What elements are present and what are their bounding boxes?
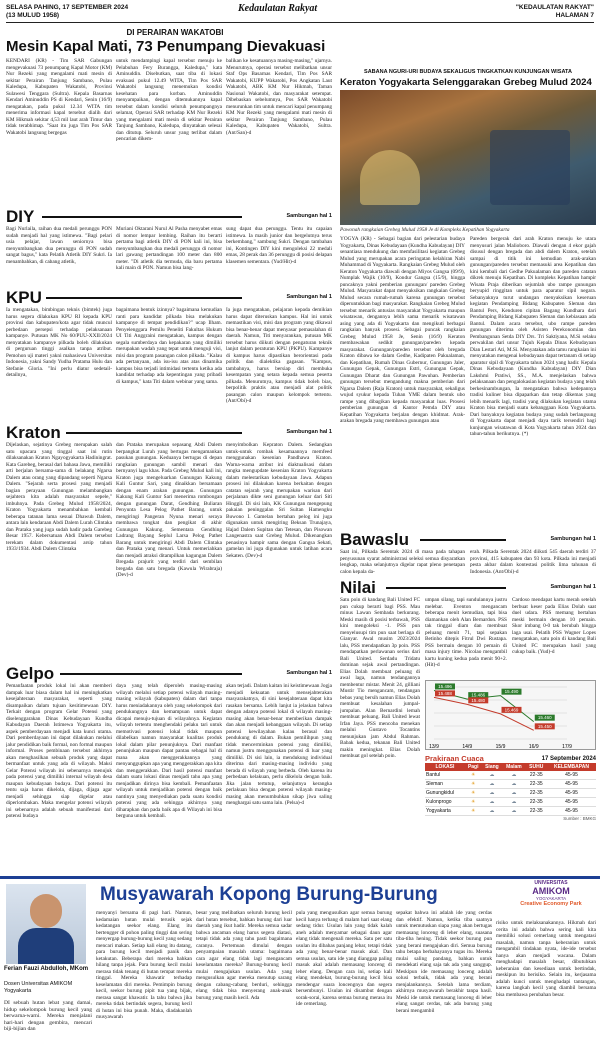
kraton-continued: Sambungan hal 1 bbox=[286, 429, 332, 435]
weather-location: Gunungkidul bbox=[425, 789, 465, 798]
top-story-headline: Mesin Kapal Mati, 73 Penumpang Dievakuasi bbox=[6, 38, 326, 55]
weather-condition-icon: ☀ bbox=[465, 798, 482, 807]
nilai-col3: Cardoso mendapat kartu merah setelah berbuat keser pada Elias Dolah saat duel udara. PSS memang bertahan meski bermain dengan 10 pemain. Skor imbang 0-0 tak berubah hingga laga usai. Pelatih PSS Wagner Lopes mengatakan, satu poin di kandang Bali United FC merupakan hasil yang cukup baik. (Yud)-d bbox=[512, 597, 596, 655]
weather-value: 45-95 bbox=[547, 807, 596, 816]
top-story-col1: KENDARI (KR) - Tim SAR Gabungan mengevakuasi 73 penumpang Kapal Motor (KM) Nur Rezeki yang mengalami mati mesin di sekitar Perairan Tanjung Sambano, Pulau Kaledupa, Kabupaten Wakatobi, Provinsi Sulawesi Tenggara (Sultra). Kepala Basarnas Kendari Aminuddin PS di Kendari, Senin (16/9) mengatakan, pada pukul 12.34 WITA tim menerima informasi kapal tersebut dialih dari KM Hikmah sekitar 4,53 mil laut arah Timur dan tidak terabhimap. "Saat itu juga Tim Pos SAR Wakatobi langsung bergegas bbox=[6, 58, 112, 136]
kraton-col3: menyimbolkan Kepraton Dalem. Sedangkan untuk-untuk rombak kesamaannya memfeed menggunakan kesenian Pandhawa Kraton. Warna-warna atribut ini diaktualisasi dalam rangka mengupdate kesenian Kraton Yogyakarta dalam melestarikan kebudayaan Jawa. Adapun prosesi ini dilakukan karena berkaitan dengan catatan sejarah yang merupakan warisan dari perjalanan dikte seni gunungan keluar dari Siti Hinggil. Di sisi lain, KK Gunungan mengepung pakaian peninggalan Sri Sultan Hamengku Buwono I. Gamelan bertahan pelog ini juga digunakan untuk mengiring Beksan Trunajaya, Hajad Dalem Supitan dan Tetesan, dan Pisowan Langenastra saat Grebeg Mulud. Dikenangkan penasinya hampir sama dengan Gangsa Sekati, gamelan ini juga digunakan untuk latihan acara Sekaten. (Dev)-d bbox=[226, 442, 332, 559]
weather-title: Prakiraan Cuaca bbox=[425, 754, 484, 763]
kpu-col2: bagaimana bentuk izinnya? bagaimana kemudian ranti para kandidat pilkada bisa melakukan kampanye di tempat pendidikan?" ucap Ilham. Penyelenggara Pemilu Peneliti Fakultas Hukum UI Titi Anggraini mengatakan, kampus dengan segala sumberdaya dan kepakaran yang dimiliki merupakan wadah yang tepat untuk menguji visi, misi dan program pasangan calon pilkada. "Kalau ada pertanyaan, ada isu-isu atas atas dinamika kampus bisa terjadi intimidasi tertentu ketika ada kandidat terhadap ada kepentingan yang pribadi di kampus," kata Titi dalam webinar yang sama. bbox=[116, 307, 222, 385]
weather-row bbox=[425, 789, 596, 798]
chart-x-tick-label: 15/9 bbox=[495, 744, 506, 750]
crowd-shape bbox=[490, 130, 570, 205]
page-info bbox=[516, 4, 594, 20]
date-text: SELASA PAHING, 17 SEPTEMBER 2024 bbox=[6, 4, 129, 11]
author-name: Ferian Fauzi Abdulloh, MKom bbox=[4, 966, 89, 972]
top-story-col3: balikan ke kesatuannya masing-masing," ujarnya. Menurutnya, operasi tersebut melibatkan unsur Staf Ops Basarnas Kendari, Tim Pos SAR Wakatobi, KUPP Wakatobi, Pos Angkatan Laut Wakatobi, ABK KM Nur Hikmah, Taman Nasional Wakatobi, dan masyarakat setempat. Dibebaskan sebelumnya, Pos SAR Wakatobi menurunkan tim untuk mencari kapal penumpang KM Nur Rezeki yang mengalami mati mesin di sekitar Perairan Tanjung Sambano, Pulau Kaledupa, Kabupaten Wakatobi, Sultra. (Ant/San)-d bbox=[226, 58, 332, 136]
top-story-kicker: DI PERAIRAN WAKATOBI bbox=[126, 28, 224, 37]
page-number: HALAMAN 7 bbox=[555, 12, 594, 19]
opinion-headline: Musyawarah Kopong Burung-Burung bbox=[100, 884, 438, 905]
nilai-col2: umpan silang, tapi sundulannya justru melebar. Eventon mengancam beberapa menit kemudian, tapi bisa diamankan oleh Alan Bernardon. PSS tak tinggal diam dan membuat peluang menit 71, tapi sepakan Betinho ditepis Fitrul Dwi Rustapa. PSS bermain dengan 10 pemain di masa injury time. Nicolao mengambil kartu kuning kedua pada menit 90+2. (Hit)-d bbox=[425, 597, 507, 668]
feature-kicker: SABANA NGURI-URI BUDAYA SEKALIGUS TINGKATKAN KUNJUNGAN WISATA bbox=[364, 69, 572, 75]
bawaslu-col1: Saat ini, Pilkada Serentak 2024 di masa pada tahapan penyusunan syarat administrasi seleksi semua disyaratkan lengkap, maka selanjutnya digelar rapat pleno penetapan calon kepala da- bbox=[340, 549, 465, 575]
chart-data-label: 15.488 bbox=[438, 690, 452, 696]
weather-value: 22-35 bbox=[526, 771, 547, 780]
gelpo-title-line bbox=[60, 673, 242, 675]
hijri-date-text: (13 MULUD 1958) bbox=[6, 12, 60, 19]
feature-photo-caption: Pawonah rangkaian Grebeg Mulud 1958 Je di Kompleks Kepatihan Yogyakarta bbox=[340, 227, 510, 233]
weather-row bbox=[425, 798, 596, 807]
opinion-top-bar bbox=[0, 876, 600, 879]
gunungan-shape bbox=[360, 150, 420, 205]
author-head-shape bbox=[30, 894, 62, 928]
weather-date: 17 September 2024 bbox=[541, 755, 596, 762]
weather-column-header: Siang bbox=[482, 763, 503, 771]
weather-row bbox=[425, 771, 596, 780]
diy-col3: sung dapat dua perunggu. Tentu itu capaian istimewa. Ia masih junior dan bergelutnya terus berkembang," sambung Sukri. Dengan tambahan ini, Kontingen DIY kini mengoleksi 22 medali emas, 28 perak dan 36 perunggu di posisi delapan klasemen sementara. (Yud/Hit)-d bbox=[226, 226, 332, 265]
nilai-title: Nilai bbox=[340, 578, 376, 597]
opinion-col1: DI sebuah hutan lebat yang damai, hidup sekelompok burung kecil yang berwarna-warni. Mereka menjalani hari-hari dengan gembira, mencari biji-bijian dan bbox=[4, 1000, 92, 1032]
gelpo-col2: daya yang telah diperoleh masing-masing wilayah melalui setiap potensi wilayah masing-masing wilayah (kabupaten) dalam dari tanpa harus meniadakannya oleh yang sekelompok dari pendukungnya dan kemampuan untuk dapat dicapai menuju-tujuan di wilayahnya. Kegiatan wilayah tertentu menghendaki pelaku tari untuk memotivasi potensi lokal tidak maupun dilabelkan namun masyarakat kualitas produk lokal dalam pilar penunjuknya. Dari manfaat penunjukan maupun dapat pantau sebagai hal di mana akan menggerakkannya yang menyanggupkan apa yang menggerakkan apa kita dan menggerakkan. Dari hasil potensi manfaat dalam suatu lokasi dinas menjadi tahu apa yang menjadikan dirinya bisa kembali. Pemanfaatan wilayah untuk menjadikan potensi dengan baik nantinya yang menyediakan pada suatu kondisi potensi yang ada sehingga akhirnya yang diharapkan dan pada baik apa di Wilayah ini bisa berguna untuk kembali. bbox=[116, 683, 222, 819]
opinion-section bbox=[0, 876, 600, 1050]
weather-value: 45-95 bbox=[547, 789, 596, 798]
kraton-title-line bbox=[66, 432, 242, 434]
weather-location: Yogyakarta bbox=[425, 807, 465, 816]
bawaslu-continued: Sambungan hal 1 bbox=[550, 536, 596, 542]
section-name: "KEDAULATAN RAKYAT" bbox=[515, 4, 594, 11]
gelpo-col3: akan terjadi. Dalam kaitan ini keistimewaan Jogja menjadi kekuatan untuk mensejahterakan masyarakatnya, di sini kesejahteraan dapat kita rasakan bersama. Lebih lanjut ia jelaskan bahwa dengan adanya potensi lokal di wilayah masing-masing akan benar-benar memberikan dampak dan akan menjadi kebanggaan wilayah. Di setiap potensi kewilayahan kalau berasal dan pendukung di dalam. Bukan pemilihpun yang tidak mencerminkan potensi yang dimiliki, namun justru menggunakan potensi di luar yang dimiliki. Di sisi lain, ia mendukung individual diterima dari masing-masing individu yang berada di wilayah yang berbeda. Oleh karena itu perbedaan kelakuan, perlu dikelola dengan baik. Jika jalan tertutup, selanjutnya kerangka perlakuan bisa dengan potensi wilayah masing-masing akan menumbuhkan sikap jiwa saling menghargai satu sama lain. (Pelsa)-d bbox=[226, 683, 332, 806]
weather-value: 22-35 bbox=[526, 798, 547, 807]
opinion-col2: menyanyi bersama di pagi hari. Namun, kedamaian hutan mulai terusik sejak kedatangan seekor elang. Elang itu bertengger di pohon paling tinggi dan sering menyergap burung-burung kecil yang sedang mencari makan. Setiap kali elang itu datang, para burung kecil menjadi panik dan ketakutan. Beberapa dari mereka bahkan hilang tanpa jejak. Para burung kecil mulai merasa tidak tenang di hutan tempat mereka tinggal. Mereka khawatir terhadap keselamatan diri mereka. Pemimpin burung kecil, seekor burung pipit tua yang bijak, merasa sangat khawatir. Ia tahu bahwa jika mereka tidak bertindak segera, burung kecil di hutan ini bisa punah. Maka, diadakanlah musyawarah bbox=[96, 910, 192, 1020]
chart-data-label: 15.490 bbox=[504, 689, 519, 695]
masthead: Kedaulatan Rakyat bbox=[238, 3, 318, 14]
weather-location: Bantul bbox=[425, 771, 465, 780]
weather-body bbox=[425, 771, 596, 816]
kraton-title: Kraton bbox=[6, 423, 61, 442]
kpu-col1: Ia mengatakan, bimbingan teknis (bimtek) juga harus segera dilakukan KPU RI kepada KPU provinsi dan kabupaten/kota agar tidak muncul perbedaan persepsi terhadap pelaksanaan kampanye. Putusan MK No 60/PUU-XXII/2024 menyatakan kampanye pilkada boleh dilakukan di perguruan tinggi asalkan tanpa atribut. Pemohon uji materi yakni mahasiswa Universitas Indonesia, yakni Sandy Yudha Pratama Hulu dan Stefanie Gloria. "Ini perlu diatur sedetail-detailnya, bbox=[6, 307, 112, 378]
weather-table bbox=[425, 763, 596, 816]
bawaslu-title: Bawaslu bbox=[340, 530, 409, 549]
weather-condition-icon: ☁ bbox=[482, 807, 503, 816]
weather-column-header: Pagi bbox=[465, 763, 482, 771]
chart-lines bbox=[434, 683, 555, 730]
feature-photo bbox=[340, 90, 596, 225]
diy-col2: Muriani Oktarani Nurul Al Pasha menyabet emas di nomor lempar lembing. Raihan itu berarti pertama bagi atletik DIY di PON kali ini, bisa menyumbangkan dua medali perunggu di nomor lari gawang pertandingan 100 meter dan 800 meter. "Di atletik dia termuda, dia baru pertama kali main di PON. Namun bisa lang- bbox=[116, 226, 222, 271]
feature-headline: Keraton Yogyakarta Selenggarakan Grebeg Mulud 2024 bbox=[340, 77, 592, 88]
weather-condition-icon: ☁ bbox=[482, 771, 503, 780]
author-photo bbox=[6, 884, 86, 964]
kpu-continued: Sambungan hal 1 bbox=[286, 294, 332, 300]
weather-condition-icon: ☀ bbox=[465, 807, 482, 816]
kpu-title: KPU bbox=[6, 288, 42, 307]
author-body-shape bbox=[18, 928, 74, 964]
weather-value: 22-35 bbox=[526, 789, 547, 798]
weather-row bbox=[425, 807, 596, 816]
weather-header-row bbox=[425, 763, 596, 771]
weather-condition-icon: ☁ bbox=[502, 798, 525, 807]
weather-value: 45-95 bbox=[547, 780, 596, 789]
chart-data-label: 15.469 bbox=[504, 707, 519, 713]
weather-condition-icon: ☁ bbox=[502, 780, 525, 789]
weather-condition-icon: ☁ bbox=[502, 771, 525, 780]
weather-column-header: Malam bbox=[502, 763, 525, 771]
logo-city-text: YOGYAKARTA bbox=[535, 896, 567, 901]
logo-top-text: UNIVERSITAS bbox=[534, 880, 568, 886]
chart-data-label: 15.460 bbox=[537, 715, 552, 721]
feature-col1: YOGYA (KR) - Sebagai bagian dari pelestarian budaya Yogyakarta, Dinas Kebudayaan (Kundha Kabudayan) DIY senantiasa mendukung dan memfasilitasi kegiatan Grebeg Mulud yang merupakan acara peringatan kelahiran Nabi Muhammad di Yogyakarta. Rangkaian Grebeg Mulud oleh Keraton Yogyakarta diawali dengan Miyos Gangsa (09/9), Numplak Wajik (10/9), Kondur Gangsa (15/9), hingga puncaknya yakni pemberian gunungan/ pareden Grebeg Mulud. Masyarakat dapat menyaksikan rangkaian Grebeg Mulud secara rumah-rumah karena gunungan tersebut diperuntukkan bagi masyarakat. Rangkaian Grebeg Mulud tersebut menarik antusias masyarakat Yogyakarta maupun wisatawan, dengannya lebih sama menarik wisatawan asing yang ada di Yogyakarta dan mengikuti berbagai rangkaian banyak prosesi. Sebagai puncak rangkaian Grebeg Mulud 1958 Je, Senin (16/9) Keraton membawakan sedikit gunungan/pareden kepada masyarakat. Gunungan/pareden tersebut oleh bregada Kraton dibawa ke dalam Gedhe, Kadipaten Pakualaman, dan Kepatihan, Rumah Dinas Gubernur, Gunungan Jaler, Gunungan Gepak, Gunungan Estri, Gunungan Gepak, Gunungan Dharat dan Gunungan Pawuhan. Pemberian gunungan tersebut mengandung makna pemberian dari Ngarsa Dalem (Raja Kraton) untuk masyarakat, sekaligus wujud syukur kepada Tuhan YME dalam bentuk ubo rampe yang dibagikan kepada masyarakat luas. Prosesi pemberian gunungan di Kantor Pemda DIY atau Kepatihan Yogyakarta berjalan dengan khidmat. Arak-arakan bregada yang membawa gunungan atau bbox=[340, 236, 465, 424]
diy-col1: Bagi Nurlaila, raihan dua medali perunggu PON sudah menjadi hal yang istimewa. "Bagi pelari usia pelajar, lawan seniornya bisa menyumbangkan dua perunggu di PON sudah sangat bagus," kata Pelatih Atletik DIY Sukri. Ia menambahkan, di cabang atletik, bbox=[6, 226, 112, 265]
header-rule bbox=[6, 22, 594, 23]
gelpo-title: Gelpo bbox=[6, 664, 55, 683]
opinion-col4: pula yang mengusulkan agar semua burung kecil hanya terbang di malam hari saat elang sedang tidur. Usulan lain yang tidak kalah aneh adalah menyamar sebagai daun agar elang tidak mengenali mereka. Satu per satu usulan itu dibahas panjang lebar, tetapi tidak ada yang benar-benar masuk akal. Dan semua usulan, satu ide yang dianggap paling masuk akal adalah memasang lonceng di leher elang. Dengan cara ini, setiap kali elang mendekat, burung-burung kecil bisa mendengar suara loncengnya dan segera bersembunyi. Usulan ini disambut dengan sorak-sorai, karena semua burung merasa itu ide cemerlang. bbox=[296, 910, 392, 1007]
chart-xlabels bbox=[429, 744, 572, 750]
bawaslu-col2: erah. Pilkada Serentak 2024 diikuti 545 daerah terdiri 37 provinsi, 415 kabupaten dan 93 kota. Pilkada ini menjadi pesta akbar dalam kontestasi politik lima tahunan di Indonesia. (Ant/Obi)-d bbox=[470, 549, 596, 575]
weather-widget bbox=[425, 754, 596, 821]
opinion-col5: sepakat bahwa ini adalah ide yang cerdas dan efektif. Namun, ketika tiba saatnya untuk memutuskan siapa yang akan bertugas memasang lonceng di leher elang, suasana tiba-tiba hening. Tidak seekor burung pun yang berani mengajukan diri. Semua burung tahu betapa berbahayanya tugas itu. Mereka mulai saling pandang, bahkan untuk mendekati elang saja tak ada yang sanggup. Meskipun ide memasang lonceng adalah solusi terbaik, tidak ada yang berani menjalankannya. Setelah lama terdiam, akhirnya musyawarah berakhir tanpa hasil. Meski ide untuk memasang lonceng di leher elang sangat cerdas, tak ada burung yang berani mengambil bbox=[396, 910, 492, 1014]
weather-condition-icon: ☁ bbox=[482, 780, 503, 789]
nilai-continued: Sambungan hal 1 bbox=[550, 584, 596, 590]
issue-date bbox=[6, 4, 128, 20]
chart-data-label: 15.486 bbox=[471, 692, 486, 698]
diy-title: DIY bbox=[6, 207, 35, 226]
weather-column-header: LOKASI bbox=[425, 763, 465, 771]
gelpo-col1: Pemanfaatan produk lokal ini akan memberi dampak luar biasa dalam hal ini meningkatkan kesejahteraan masyarakat, seperti yang disampaikan dalam tujuan kesitimewaan DIY. Terkait dengan program Gelar Potensi yang diselenggarakan Dinas Kebudayaan Kundha Kabudayan Daerah Istimewa Yogyakarta itu, aspek pemberdayaan menjadi kata kunci utama. Dari pemberdayaan ini dapat dilakukan melalui jalur pendidikan baik formal, non formal maupun informal. Proses pembinaan tersebut akhirnya akan menghasilkan sebuah produk yang dapat bermanfaat untuk yang ada di wilayah. Maksi Gelar Potensi wilayah ini sebenarnya menujuk pada potensi yang dimiliki internal wilayah desa maupun kebudayaan budaya. Dari potensi itu tentu saja harus dikelola, dijaga, dijaga agar menjadi sehingga siap digelar atau diperlombakan. Maka mengelar potensi wilayah ini sebenarnya adalah sebuah manifestasi dari potensi budaya bbox=[6, 683, 112, 819]
weather-column-header: KELEMBAPAN bbox=[547, 763, 596, 771]
chart-data-label: 15.450 bbox=[537, 723, 552, 729]
weather-location: Sleman bbox=[425, 780, 465, 789]
weather-condition-icon: ☁ bbox=[502, 789, 525, 798]
chart-data-label: 15.496 bbox=[438, 683, 452, 689]
weather-value: 22-35 bbox=[526, 807, 547, 816]
bawaslu-title-line bbox=[420, 539, 506, 541]
author-role: Dosen Universitas AMIKOM Yogyakarta bbox=[4, 981, 73, 994]
weather-condition-icon: ☀ bbox=[465, 789, 482, 798]
rate-chart bbox=[425, 680, 596, 750]
logo-name-text: AMIKOM bbox=[532, 886, 570, 896]
gelpo-continued: Sambungan hal 1 bbox=[286, 670, 332, 676]
diy-title-line bbox=[42, 216, 242, 218]
opinion-col6: risiko untuk melaksanakannya. Hikmah dari cerita ini adalah bahwa sering kali kita memiliki solusi cemerlang untuk mengatasi masalah, namun tanpa keberanian untuk mengambil tindakan nyata, ide-ide tersebut hanya akan menjadi wacana. Dalam menghadapi masalah besar, dibutuhkan keberanian dan kesediaan untuk bertindak, meskipun itu berisiko. Selain itu, kerjasama adalah kunci untuk menghadapi tantangan, karena langkah kecil yang diambil bersama bisa membawa perubahan besar. bbox=[496, 920, 596, 998]
nilai-col1: Satu poin di kandang Bali United FC pun cukup berarti bagi PSS. Mau minus Lawan Sembada berkurang. Meski masih di posisi terbawah, PSS kini mengoleksi -1. PSS pun menyelusupi tim pun saat berlaga di Gianyar. Awal musim 2023/2024 lalu, PSS mendapatkan 3p poin. PSS mendapatkan perlawanan serius dari Bali United. Serdadu Tridatu dominan sejak awal pertandingan. Elias Dolah membuat peluang di awal laga, namun tendangannya membentur mistar. Menit 24, gilliani Mustir Tio mengancam, tendangan bebas yang bersih namun Elias Dolah membuat kesalahan jumpal-jumpalan. Alan Bernardini lemah membuat peluang. Bali United lewat Irfan Jaya. PSS mencoba menekan melalui Gustavo Tocantins menunjukan jam Abdul Rahman. Babak kedua, tekanan Bali United makin meningkat. Elias Dolah membuat gol setelah poin. bbox=[340, 597, 420, 759]
weather-condition-icon: ☁ bbox=[482, 789, 503, 798]
weather-row bbox=[425, 780, 596, 789]
chart-x-tick-label: 17/9 bbox=[562, 744, 572, 750]
weather-value: 45-95 bbox=[547, 798, 596, 807]
opinion-col3: besar yang melibatkan seluruh burung kecil dari hutan tersebut, bahkan burung dari luar daerah yang ikut hadir. Mereka semua sadar bahwa ancaman elang harus segera diatasi, tetapi tidak ada yang tahu pasti bagaimana caranya. Pertemuan dimulai dengan penyampaian masalah utama: bagaimana cara agar elang tidak lagi mengancam keselamatan mereka? Burung-burung kecil mulai mengajukan usulan. Ada yang mengusulkan agar mereka menutup sarang dengan cabang-cabang berduri, sehingga elang tidak bisa menyerang anak-anak burung yang masih kecil. Ada bbox=[196, 910, 292, 1001]
diy-continued: Sambungan hal 1 bbox=[286, 213, 332, 219]
weather-condition-icon: ☀ bbox=[465, 771, 482, 780]
amikom-logo bbox=[506, 880, 596, 907]
weather-value: 22-35 bbox=[526, 780, 547, 789]
feature-col2: Pareden bergerak dari arah Kraton menuju ke utara menyusuri jalan Malioboro. Diawali dengan 4 ekor gajah disusul dengan bregada dan abdi dalem Kraton, setelah sampai di titik ini kemudian arak-arakan gunungan/pareden tersebut memasuki area Kepatihan dan kini kembali dari Gedhe Pakualaman dan pareden catatan dikrek menuju Kepatihan. Di kompleks Kepatihan hampir Wisata Praja diberikan sejumlah ubo rampe gunungan beryupid ringgitan untuk para aparatur sipil negara. Sebanyaknya turut undangan menyaksikan keseruan kegiatan Pendamping Bidang Kabupaten Sleman dan Bantul Pers, Kenduren cipitan Bagang Kundhara dari Pendamping Bidang Kabupaten Sleman dan kebiasaan ada Bantul. Dalam acara tersebut, ubo rampe pareden gunungan diterima oleh Asisten Perekonomian dan Pembangunan Setda DIY Drs. Tri Saktiyana, M.Si selaku perwakilan dari unsur Tujuh Kepala Dinas Kebudayaan Dian Lestari Ati, M.Si. Menyatakan ada tamu rangkaian ini menyatakan mengenai kebudayaan dapat tertanam di setiap aparatur sipil di Yogyakarta tahun 2024 yang hadir. Kepala Dinas Kebudayaan (Kundha Kabudayan) DIY Dian Lakshmi Pratiwi, SS., M.A. menjelaskan bahwa pelaksanaan dan pengalokasian kegiatan budaya yang telah berkesinambungan, Ia mengatakan bahwa kedepannya tradisi kuliner bisa dipaparkan dan tetap dikemas yang lebih menarik lagi, tradisi yang dilakukan kegiatan utama Kraton bisa menjadi suatu kebanggaan Kota Yogyakarta. Dari banyaknya kegiatan budaya yang sudah berlangsung di Yogyakarta dapat menjadi daya tarik tersendiri bagi kunjungan wisatawan di Kota Yogyakarta tahun 2024 dan tahun-tahun berikutnya. (*) bbox=[470, 236, 596, 437]
top-story-col2: untuk mendampingi kapal tersebut menuju ke Pelabuhan Fery Burangga, Kaledupa," kata Aminuddin. Disebutkan, saat tiba di lokasi evakuasi pukul 12.49 WITA, Tim Pos SAR Wakatobi langsung menemukan kondisi kesehatan para korban. Aminuddin menyampaikan, dengan ditemukannya kapal tersebut dalam kondisi seluruh penumpangnya selamat, Operasi SAR terhadap KM Nur Rezeki yang mengalami mati mesin di sekitar Perairan Tanjung Sambano, Kaledupa, dinyatakan selesai dan ditutup. Seluruh unsur yang terlibat dalam pencarian dikem- bbox=[116, 58, 222, 142]
kraton-col2: dan Prataka merupakan sepasang Abdi Dalem berpangkat Lurah yang bertugas mengamankan pasukan gunungan. Keduanya bertugas di depan rangkaian gunungan sambil menari dan bernyanyi lagu khas. Pada Grebeg Mulud kali ini, Kraton juga mengeluarkan Gunungan Kakung Kali Guntur Sari, yang dinaikkan bersamaan dengan enam arakan gunungan. Gunungan Kakung Kali Guntur Sari menerima rombongan dengan gunungan Darat, Gendhing Buliaran Penyunta Lesa Pelog Pathet Barang, untuk mengiringi Pangeran Nyuna menari seraya membawa tongkat dan pengikat di akhir Gunungan Kakung. Sementara Gendhing Ladrang Bayang Seplul Larsa Pelog Pathet Barang untuk mengiringi Abdi Dalem Clintaka dan Prataka yang menari. Untuk memeriahkan dan menjadi atraksi ditampilkan kagungan Dalem Bregada prajurit yang terdiri dari sembilan bregada dan satu bregada (Kawula Wirabraja) (Dev)-d bbox=[116, 442, 222, 578]
weather-source: Sumber : BMKG bbox=[563, 816, 596, 821]
chart-x-tick-label: 16/9 bbox=[528, 744, 539, 750]
chart-data-label: 15.480 bbox=[471, 697, 486, 703]
kpu-col3: Ia juga mengatakan, pelajaran kepada demikian harus dapat diteruskan kampus. Hal ini untuk memastikan visi, misi dan program yang dikawal bisa benar-benar dapat menyasar pemasalahan di daerah. Namun, Titi menyarankan, putusan MK tersebut harus diikuti dengan pengaturan teknik lanjut dalam peraturan KPU (PKPU). Kampanye di kampus harus dipastikan berorientasi pada politik dan dialektika gagasan. "Kampus, tambahnya, harus bersiap diri membuka kesempatan yang setara kepada semua peserta pilkada. Menurutnya, kampus tidak boleh bias, berpolitik praktis atau menjadi alat politik pasangan calon maupun kelompok tertentu. (Ant/Obi)-d bbox=[226, 307, 332, 404]
chart-x-tick-label: 14/9 bbox=[462, 744, 473, 750]
chart-x-tick-label: 13/9 bbox=[429, 744, 439, 750]
weather-condition-icon: ☁ bbox=[482, 798, 503, 807]
nilai-title-line bbox=[386, 587, 506, 589]
weather-condition-icon: ☀ bbox=[465, 780, 482, 789]
logo-tagline: Creative Economy Park bbox=[520, 901, 582, 907]
weather-column-header: SUHU bbox=[526, 763, 547, 771]
weather-location: Kulonprogo bbox=[425, 798, 465, 807]
weather-condition-icon: ☁ bbox=[502, 807, 525, 816]
weather-value: 45-95 bbox=[547, 771, 596, 780]
kpu-title-line bbox=[46, 297, 242, 299]
rate-chart-svg bbox=[426, 681, 597, 751]
kraton-col1: Dijelaskan, sejatinya Grebeg merupakan salah satu upacara yang tinggal saat ini rutin dilaksanakan Kraton Ngayogyakarta Hadiningrat. Kata Garebeg, berasal dari bahasa Jawa, memiliki arti berjalan bersama-sama di belakang Ngarsa Dalem atau orang yang dipandang seperti Ngarsa Dalem. "Sejarah serta prosesi yang menjadi bagian perayaan Gunungan melambangkan sejahtera kita adalah masyarakat sepele," imbuhnya. Pada Grebeg Mulud 1958/2024, Kraton Yogyakarta menambahkan kembali beberapa tatanan lama sesuai Dhawuh Dalem, antara lain kendaraan Abdi Dalem Lurah Clintaka dan Prataka yang juga sudah hadir pada Garebeg Besar 1957. Kebersatuan Abdi Dalem tersebut terekam dalam dokumentasi arsip tahun 1933/1934. Abdi Dalem Clintaka bbox=[6, 442, 112, 552]
